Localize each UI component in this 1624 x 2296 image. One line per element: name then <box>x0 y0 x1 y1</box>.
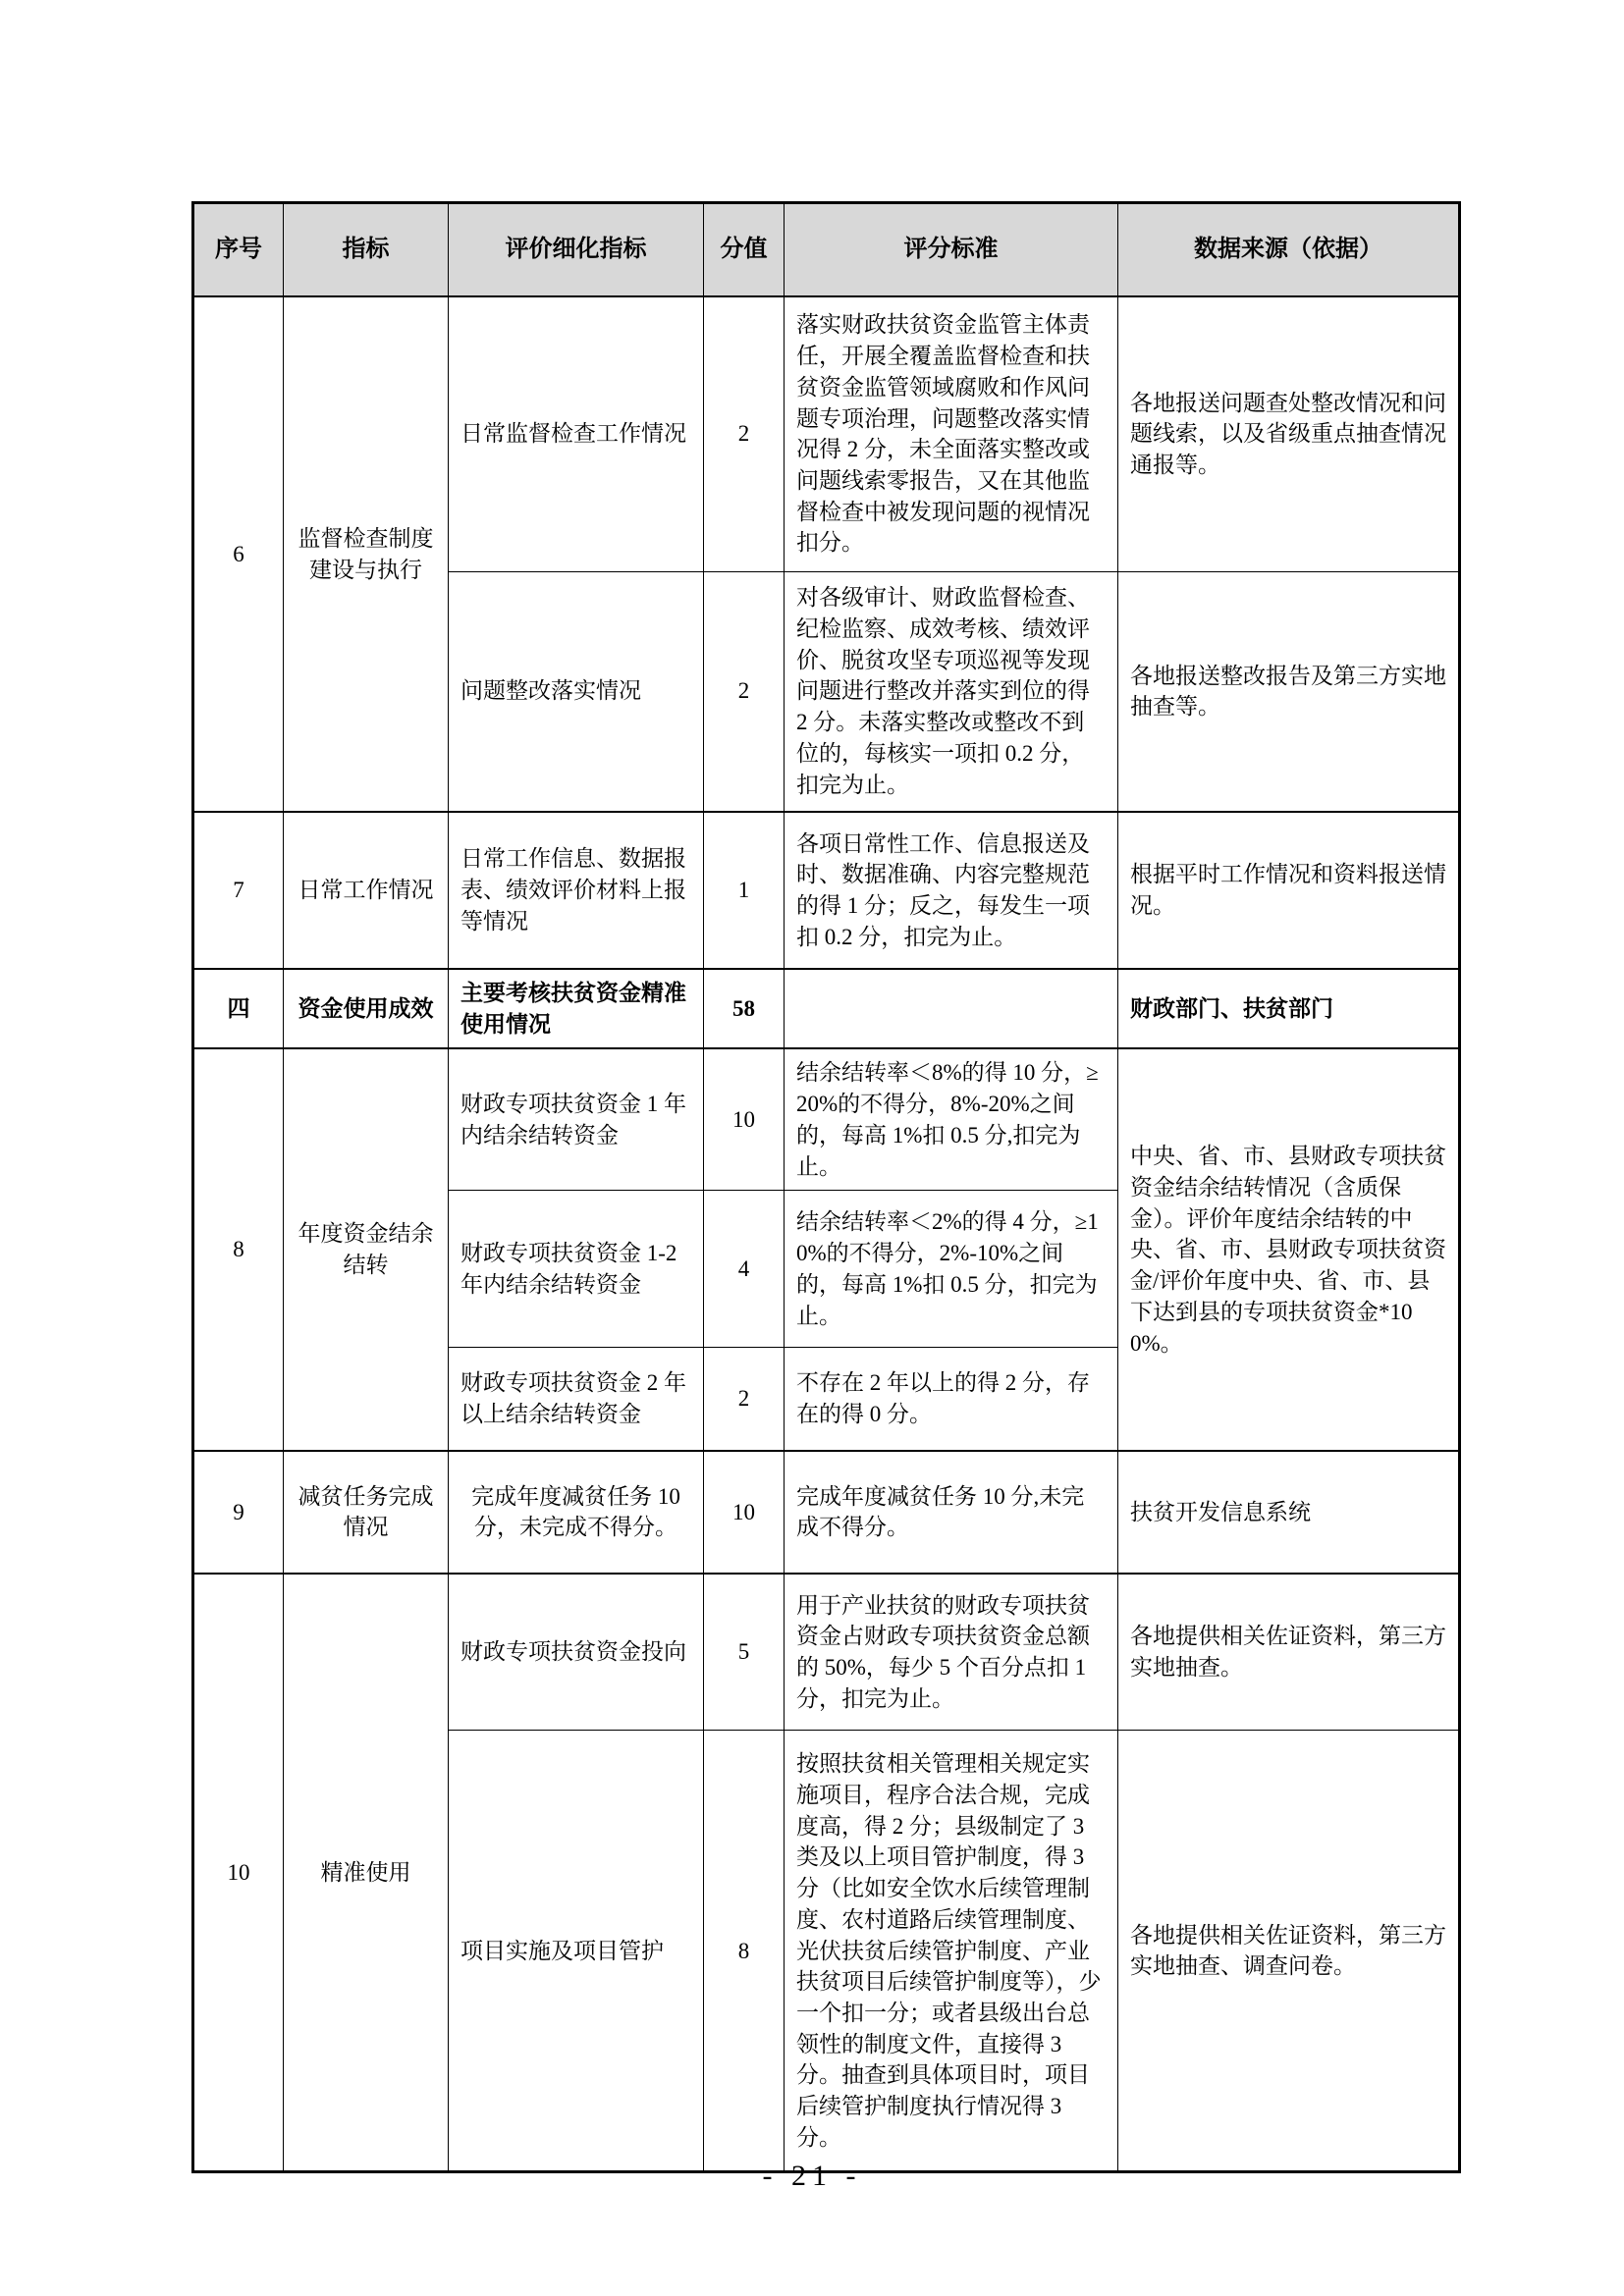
cell-score: 8 <box>704 1731 785 2172</box>
cell-score: 10 <box>704 1451 785 1574</box>
cell-source: 根据平时工作情况和资料报送情况。 <box>1118 812 1460 969</box>
cell-source: 扶贫开发信息系统 <box>1118 1451 1460 1574</box>
cell-score: 1 <box>704 812 785 969</box>
cell-score: 2 <box>704 296 785 571</box>
cell-detail: 财政专项扶贫资金 1-2 年内结余结转资金 <box>449 1191 704 1348</box>
page-number: - 21 - <box>762 2160 862 2192</box>
cell-no: 7 <box>193 812 284 969</box>
cell-detail: 项目实施及项目管护 <box>449 1731 704 2172</box>
table-row <box>193 1048 1460 1190</box>
cell-source: 中央、省、市、县财政专项扶贫资金结余结转情况（含质保金）。评价年度结余结转的中央、省、市、县财政专项扶贫资金/评价年度中央、省、市、县下达到县的专项扶贫资金*100%。 <box>1118 1048 1460 1450</box>
cell-standard: 结余结转率＜2%的得 4 分，≥10%的不得分，2%-10%之间的，每高 1%扣 0.5 分，扣完为止。 <box>785 1191 1118 1348</box>
cell-indicator: 减贫任务完成情况 <box>284 1451 449 1574</box>
table-row <box>193 296 1460 571</box>
table-row <box>193 1574 1460 1731</box>
cell-detail: 问题整改落实情况 <box>449 571 704 812</box>
cell-standard: 完成年度减贫任务 10 分,未完成不得分。 <box>785 1451 1118 1574</box>
table-row <box>193 812 1460 969</box>
cell-detail: 财政专项扶贫资金 1 年内结余结转资金 <box>449 1048 704 1190</box>
cell-detail: 日常工作信息、数据报表、绩效评价材料上报等情况 <box>449 812 704 969</box>
cell-source: 各地报送问题查处整改情况和问题线索，以及省级重点抽查情况通报等。 <box>1118 296 1460 571</box>
cell-source: 各地提供相关佐证资料，第三方实地抽查。 <box>1118 1574 1460 1731</box>
scoring-criteria-table <box>191 201 1461 2173</box>
header-cell-source: 数据来源（依据） <box>1118 203 1460 297</box>
cell-score: 10 <box>704 1048 785 1190</box>
cell-detail: 完成年度减贫任务 10 分，未完成不得分。 <box>449 1451 704 1574</box>
cell-source: 各地报送整改报告及第三方实地抽查等。 <box>1118 571 1460 812</box>
cell-standard <box>785 969 1118 1048</box>
cell-no: 10 <box>193 1574 284 2172</box>
table-row <box>193 1451 1460 1574</box>
cell-score: 5 <box>704 1574 785 1731</box>
cell-standard: 结余结转率＜8%的得 10 分，≥20%的不得分，8%-20%之间的，每高 1%扣 0.5 分,扣完为止。 <box>785 1048 1118 1190</box>
cell-indicator: 年度资金结余结转 <box>284 1048 449 1450</box>
header-cell-no: 序号 <box>193 203 284 297</box>
cell-detail: 日常监督检查工作情况 <box>449 296 704 571</box>
header-cell-standard: 评分标准 <box>785 203 1118 297</box>
cell-score: 4 <box>704 1191 785 1348</box>
cell-score: 2 <box>704 1348 785 1451</box>
cell-indicator: 日常工作情况 <box>284 812 449 969</box>
cell-standard: 落实财政扶贫资金监管主体责任，开展全覆盖监督检查和扶贫资金监管领域腐败和作风问题专项治理，问题整改落实情况得 2 分，未全面落实整改或问题线索零报告，又在其他监督检查中被发现问题的视情况扣分。 <box>785 296 1118 571</box>
cell-no: 四 <box>193 969 284 1048</box>
cell-indicator: 资金使用成效 <box>284 969 449 1048</box>
cell-source: 财政部门、扶贫部门 <box>1118 969 1460 1048</box>
cell-standard: 不存在 2 年以上的得 2 分，存在的得 0 分。 <box>785 1348 1118 1451</box>
cell-detail: 主要考核扶贫资金精准使用情况 <box>449 969 704 1048</box>
cell-detail: 财政专项扶贫资金投向 <box>449 1574 704 1731</box>
cell-score: 2 <box>704 571 785 812</box>
cell-score: 58 <box>704 969 785 1048</box>
cell-standard: 对各级审计、财政监督检查、纪检监察、成效考核、绩效评价、脱贫攻坚专项巡视等发现问题进行整改并落实到位的得 2 分。未落实整改或整改不到位的，每核实一项扣 0.2 分，扣完为止。 <box>785 571 1118 812</box>
cell-detail: 财政专项扶贫资金 2 年以上结余结转资金 <box>449 1348 704 1451</box>
cell-indicator: 监督检查制度建设与执行 <box>284 296 449 812</box>
header-cell-indicator: 指标 <box>284 203 449 297</box>
cell-indicator: 精准使用 <box>284 1574 449 2172</box>
header-cell-detail: 评价细化指标 <box>449 203 704 297</box>
table-header-row <box>193 203 1460 297</box>
cell-standard: 各项日常性工作、信息报送及时、数据准确、内容完整规范的得 1 分；反之，每发生一项扣 0.2 分，扣完为止。 <box>785 812 1118 969</box>
cell-no: 8 <box>193 1048 284 1450</box>
cell-standard: 按照扶贫相关管理相关规定实施项目，程序合法合规，完成度高，得 2 分；县级制定了 3 类及以上项目管护制度，得 3 分（比如安全饮水后续管理制度、农村道路后续管理制度、光伏扶贫后续管护制度、产业扶贫项目后续管护制度等），少一个扣一分；或者县级出台总领性的制度文件，直接得 3 分。抽查到具体项目时，项目后续管护制度执行情况得 3 分。 <box>785 1731 1118 2172</box>
cell-standard: 用于产业扶贫的财政专项扶贫资金占财政专项扶贫资金总额的 50%，每少 5 个百分点扣 1 分，扣完为止。 <box>785 1574 1118 1731</box>
cell-source: 各地提供相关佐证资料，第三方实地抽查、调查问卷。 <box>1118 1731 1460 2172</box>
header-cell-score: 分值 <box>704 203 785 297</box>
cell-no: 9 <box>193 1451 284 1574</box>
cell-no: 6 <box>193 296 284 812</box>
table-row-section-four <box>193 969 1460 1048</box>
